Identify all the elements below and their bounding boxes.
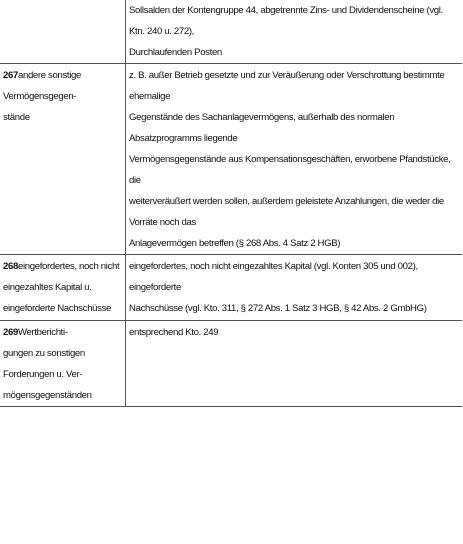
description-line: Anlagevermögen betreffen (§ 268 Abs. 4 Satz 2 HGB) (129, 238, 341, 249)
account-label-line: eingezahltes Kapital u. (3, 282, 92, 293)
account-label-cell (0, 321, 126, 407)
account-number: 267 (3, 70, 18, 81)
account-label-line: Forderungen u. Ver- (3, 369, 83, 380)
account-label-line: mögensgegenständen (3, 390, 92, 401)
account-label-cell (0, 0, 126, 64)
account-label-cell (0, 64, 126, 255)
table-row (0, 64, 462, 255)
account-label-line: andere sonstige (17, 70, 81, 81)
account-label-line: eingefordertes, noch nicht (17, 261, 120, 272)
table-row (0, 321, 462, 407)
table-row (0, 0, 462, 64)
description-line: Sollsalden der Kontengruppe 44, abgetrennte Zins- und Dividendenscheine (vgl. Ktn. 240 u. 272), (129, 5, 443, 37)
description-line: entsprechend Kto. 249 (129, 327, 219, 338)
description-line: Durchlaufenden Posten (129, 47, 222, 58)
account-description-cell (126, 255, 463, 321)
account-label-line: eingeforderte Nachschüsse (3, 303, 112, 314)
account-label-line: Vermögensgegen- (3, 91, 77, 102)
description-line: Vermögensgegenstände aus Kompensationsgeschäften, erworbene Pfandstücke, die (129, 154, 451, 186)
account-label-line: stände (3, 112, 30, 123)
account-number: 269 (3, 327, 18, 338)
description-line: weiterveräußert werden sollen, außerdem geleistete Anzahlungen, die weder die Vorräte noch das (129, 196, 444, 228)
account-description-cell (126, 64, 463, 255)
account-label-line: Wertberichti- (17, 327, 68, 338)
account-label-cell (0, 255, 126, 321)
description-line: eingefordertes, noch nicht eingezahltes Kapital (vgl. Konten 305 und 002), eingeforderte (129, 261, 418, 293)
description-line: Nachschüsse (vgl. Kto. 311, § 272 Abs. 1 Satz 3 HGB, § 42 Abs. 2 GmbHG) (129, 303, 427, 314)
account-description-cell (126, 0, 463, 64)
description-line: Gegenstände des Sachanlagevermögens, außerhalb des normalen Absatzprogramms liegende (129, 112, 395, 144)
description-line: z. B. außer Betrieb gesetzte und zur Veräußerung oder Verschrottung bestimmte ehemalige (129, 70, 445, 102)
account-number: 268 (3, 261, 18, 272)
account-label-line: gungen zu sonstigen (3, 348, 85, 359)
table-row (0, 255, 462, 321)
account-description-cell (126, 321, 463, 407)
